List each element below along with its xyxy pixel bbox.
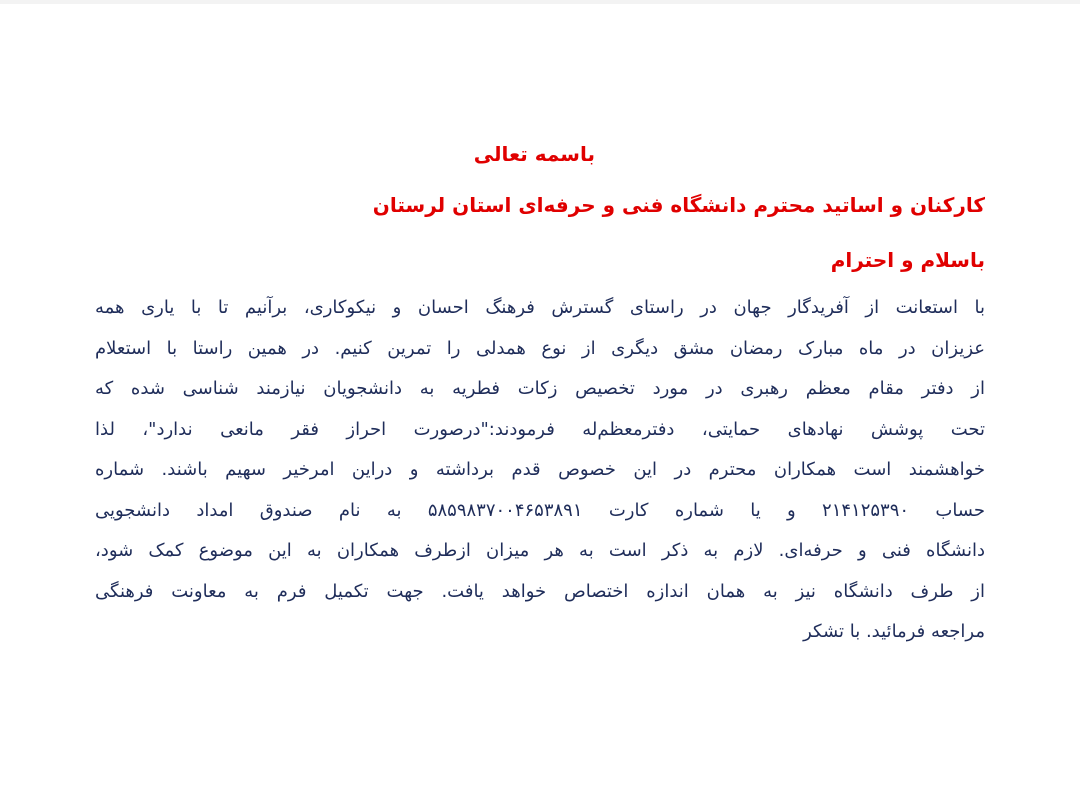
letter-recipient: کارکنان و اساتید محترم دانشگاه فنی و حرفه‌ای استان لرستان: [372, 193, 985, 217]
body-line: حساب ۲۱۴۱۲۵۳۹۰ و یا شماره کارت ۵۸۵۹۸۳۷۰۰۴۶۵۳۸۹۱ به نام صندوق امداد دانشجویی: [95, 499, 985, 521]
letter-greeting: باسلام و احترام: [830, 248, 985, 272]
body-line: با استعانت از آفریدگار جهان در راستای گسترش فرهنگ احسان و نیکوکاری، برآنیم تا با یاری همه: [95, 297, 985, 318]
body-line: از طرف دانشگاه نیز به همان اندازه اختصاص خواهد یافت. جهت تکمیل فرم به معاونت فرهنگی: [95, 580, 985, 602]
letter-title: باسمه تعالی: [473, 142, 595, 166]
letter-body: [95, 288, 985, 653]
top-edge: [0, 0, 1080, 4]
body-line: عزیزان در ماه مبارک رمضان مشق دیگری از نوع همدلی را تمرین کنیم. در همین راستا با استعلام: [95, 337, 985, 359]
body-line: دانشگاه فنی و حرفه‌ای. لازم به ذکر است به هر میزان ازطرف همکاران به این موضوع کمک شود،: [95, 540, 985, 561]
body-line: مراجعه فرمائید. با تشکر: [803, 621, 985, 642]
body-line: از دفتر مقام معظم رهبری در مورد تخصیص زکات فطریه به دانشجویان نیازمند شناسی شده که: [95, 378, 985, 399]
body-line: تحت پوشش نهادهای حمایتی، دفترمعظم‌له فرمودند:"درصورت احراز فقر مانعی ندارد"، لذا: [95, 418, 985, 440]
letter: [95, 130, 985, 653]
body-line: خواهشمند است همکاران محترم در این خصوص قدم برداشته و دراین امرخیر سهیم باشند. شماره: [95, 459, 985, 480]
